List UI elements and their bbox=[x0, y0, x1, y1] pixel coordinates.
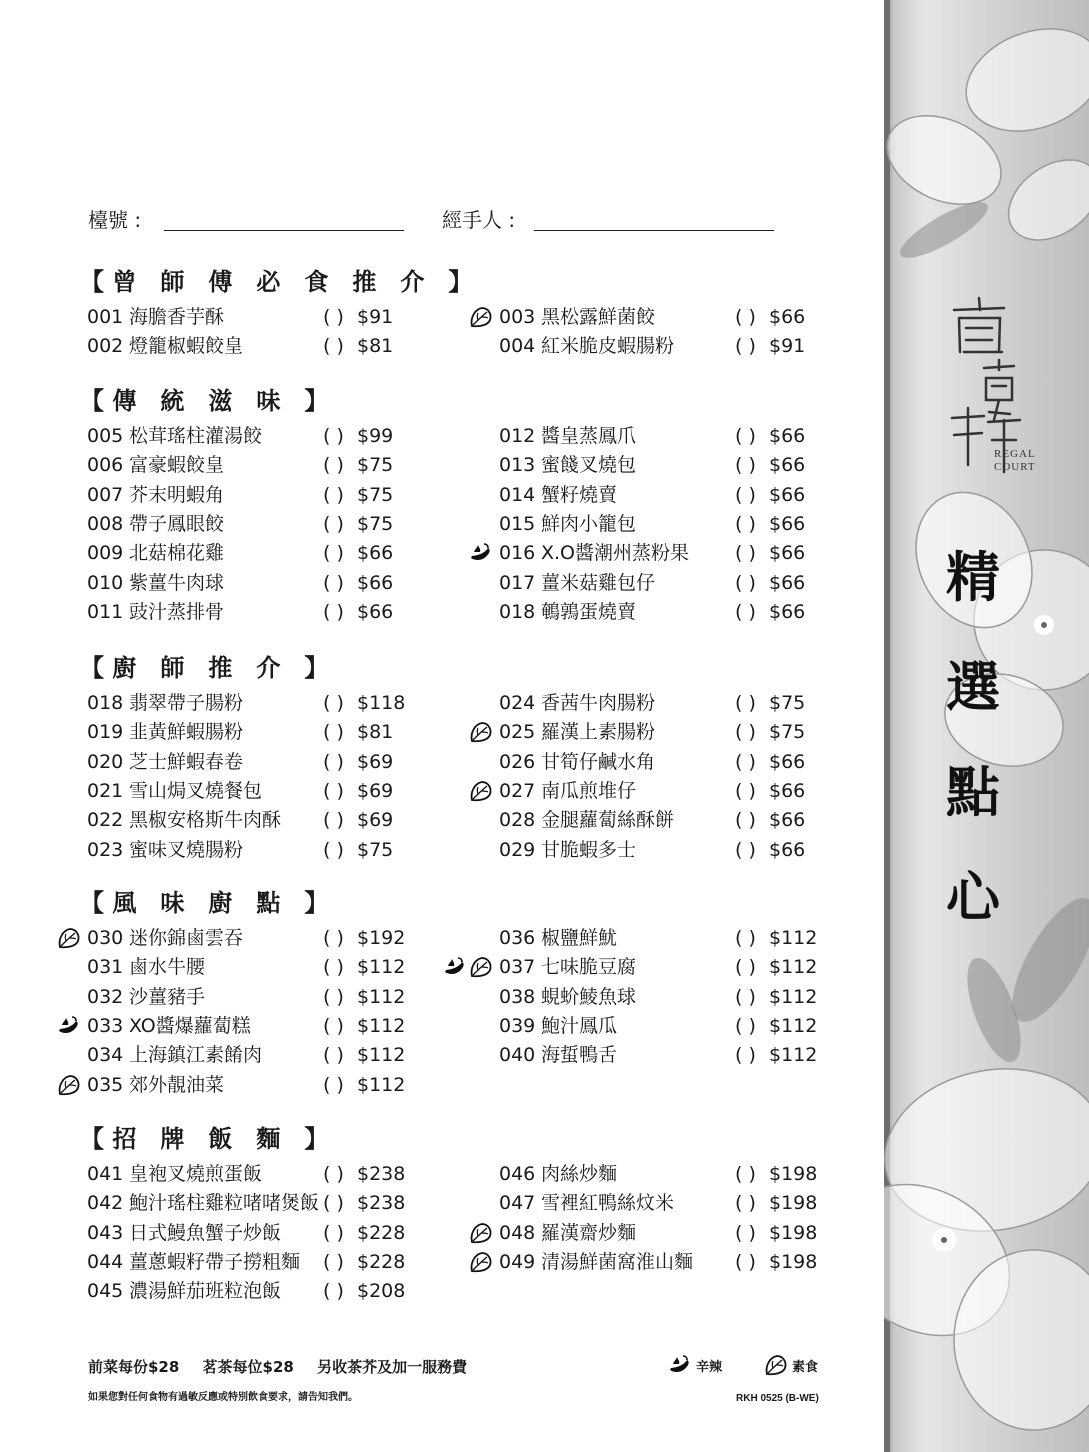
order-quantity-box[interactable]: ( ) bbox=[735, 809, 756, 832]
item-code: 042 bbox=[87, 1192, 124, 1215]
vegetable-leaf-icon bbox=[469, 721, 493, 743]
vegetable-leaf-icon bbox=[469, 956, 493, 978]
item-name: 紫薑牛肉球 bbox=[129, 571, 225, 594]
item-code: 022 bbox=[87, 809, 124, 832]
legend-veg-label: 素食 bbox=[792, 1359, 819, 1375]
order-quantity-box[interactable]: ( ) bbox=[735, 1221, 756, 1244]
item-name: 鮑汁鳳瓜 bbox=[541, 1014, 618, 1037]
title-open-bracket: 【 bbox=[80, 1124, 113, 1153]
item-price: $66 bbox=[357, 542, 394, 565]
section-title-char: 師 bbox=[160, 267, 191, 296]
section-title bbox=[80, 648, 328, 683]
section-title-char: 推 bbox=[352, 267, 383, 296]
item-name: 日式鰻魚蟹子炒飯 bbox=[129, 1221, 282, 1244]
section-title bbox=[80, 262, 472, 297]
item-code: 038 bbox=[499, 985, 536, 1008]
item-code: 034 bbox=[87, 1044, 124, 1067]
dish-icons bbox=[469, 542, 493, 564]
panel-title-char: 心 bbox=[946, 865, 1000, 929]
order-quantity-box[interactable]: ( ) bbox=[323, 425, 344, 447]
order-quantity-box[interactable]: ( ) bbox=[323, 335, 344, 358]
item-name: 香茜牛肉腸粉 bbox=[541, 692, 656, 714]
item-code: 007 bbox=[87, 483, 124, 506]
item-code: 040 bbox=[499, 1044, 536, 1067]
brand-en-line-2: COURT bbox=[994, 461, 1036, 473]
item-price: $112 bbox=[769, 956, 818, 979]
section-title-char: 必 bbox=[256, 267, 287, 296]
item-price: $75 bbox=[357, 454, 394, 477]
item-price: $66 bbox=[769, 454, 806, 477]
appetizer-note: 前菜每份$28 bbox=[88, 1358, 180, 1376]
title-close-bracket: 】 bbox=[448, 267, 473, 296]
item-code: 004 bbox=[499, 335, 536, 358]
item-price: $238 bbox=[357, 1192, 406, 1215]
order-quantity-box[interactable]: ( ) bbox=[323, 956, 344, 979]
item-name: 醬皇蒸鳳爪 bbox=[541, 425, 637, 447]
section-title-char: 食 bbox=[304, 267, 335, 296]
item-name: 豉汁蒸排骨 bbox=[129, 600, 225, 623]
item-price: $118 bbox=[357, 692, 406, 714]
order-quantity-box[interactable]: ( ) bbox=[735, 927, 756, 949]
title-close-bracket: 】 bbox=[304, 653, 329, 682]
item-code: 003 bbox=[499, 306, 536, 328]
item-price: $66 bbox=[769, 779, 806, 802]
dish-icons bbox=[469, 780, 493, 802]
item-name: 芥末明蝦角 bbox=[129, 483, 225, 506]
item-price: $112 bbox=[357, 1044, 406, 1067]
order-quantity-box[interactable]: ( ) bbox=[735, 838, 756, 861]
item-code: 035 bbox=[87, 1073, 124, 1096]
item-code: 033 bbox=[87, 1014, 124, 1037]
item-price: $112 bbox=[357, 1014, 406, 1037]
panel-title-char: 選 bbox=[946, 655, 1000, 719]
item-price: $75 bbox=[357, 838, 394, 861]
table-number-label: 檯號 : bbox=[88, 208, 142, 232]
vegetable-leaf-icon bbox=[57, 1074, 81, 1096]
item-price: $75 bbox=[769, 692, 806, 714]
section-title-char: 味 bbox=[160, 888, 191, 917]
item-name: 皇袍叉燒煎蛋飯 bbox=[129, 1163, 263, 1185]
item-price: $66 bbox=[769, 425, 806, 447]
item-name: 迷你錦鹵雲吞 bbox=[129, 927, 244, 949]
item-price: $208 bbox=[357, 1280, 406, 1303]
decorative-side-panel bbox=[884, 0, 1089, 1452]
item-price: $69 bbox=[357, 809, 394, 832]
title-close-bracket: 】 bbox=[304, 888, 329, 917]
item-price: $66 bbox=[769, 838, 806, 861]
order-quantity-box[interactable]: ( ) bbox=[735, 512, 756, 535]
item-name: X.O醬潮州蒸粉果 bbox=[541, 542, 690, 565]
section-title-char: 師 bbox=[160, 653, 191, 682]
order-quantity-box[interactable]: ( ) bbox=[323, 838, 344, 861]
title-open-bracket: 【 bbox=[80, 386, 113, 415]
item-price: $69 bbox=[357, 750, 394, 773]
dish-icons bbox=[57, 927, 81, 949]
section-title bbox=[80, 1119, 328, 1154]
item-name: 沙薑豬手 bbox=[129, 985, 206, 1008]
chili-pepper-icon bbox=[443, 956, 467, 978]
service-charge-note: 另收茶芥及加一服務費 bbox=[317, 1358, 468, 1376]
item-name: XO醬爆蘿蔔糕 bbox=[129, 1014, 251, 1037]
item-name: 黑松露鮮菌餃 bbox=[541, 306, 656, 328]
item-price: $66 bbox=[357, 571, 394, 594]
item-price: $66 bbox=[769, 542, 806, 565]
item-price: $99 bbox=[357, 425, 394, 447]
title-close-bracket: 】 bbox=[304, 1124, 329, 1153]
vegetable-leaf-icon bbox=[469, 306, 493, 328]
order-quantity-box[interactable]: ( ) bbox=[323, 721, 344, 744]
vegetable-leaf-icon bbox=[469, 1251, 493, 1273]
item-price: $198 bbox=[769, 1163, 818, 1185]
item-price: $66 bbox=[769, 600, 806, 623]
order-quantity-box[interactable]: ( ) bbox=[735, 1014, 756, 1037]
item-price: $112 bbox=[357, 985, 406, 1008]
section-title-char: 牌 bbox=[160, 1124, 191, 1153]
section-title-char: 招 bbox=[112, 1124, 143, 1153]
item-price: $66 bbox=[769, 750, 806, 773]
item-code: 009 bbox=[87, 542, 124, 565]
item-price: $81 bbox=[357, 335, 394, 358]
order-quantity-box[interactable]: ( ) bbox=[323, 927, 344, 949]
item-code: 015 bbox=[499, 512, 536, 535]
item-name: 七味脆豆腐 bbox=[541, 956, 637, 979]
chili-pepper-icon bbox=[668, 1354, 692, 1376]
title-open-bracket: 【 bbox=[80, 267, 113, 296]
order-quantity-box[interactable]: ( ) bbox=[323, 1044, 344, 1067]
item-price: $198 bbox=[769, 1250, 818, 1273]
section-title-char: 介 bbox=[400, 267, 431, 296]
item-price: $198 bbox=[769, 1221, 818, 1244]
order-quantity-box[interactable]: ( ) bbox=[323, 512, 344, 535]
item-code: 032 bbox=[87, 985, 124, 1008]
item-code: 039 bbox=[499, 1014, 536, 1037]
item-name: 甘筍仔鹹水角 bbox=[541, 750, 656, 773]
item-code: 028 bbox=[499, 809, 536, 832]
title-open-bracket: 【 bbox=[80, 653, 113, 682]
item-name: 鹵水牛腰 bbox=[129, 956, 206, 979]
vegetable-leaf-icon bbox=[764, 1354, 788, 1376]
section-title-char: 推 bbox=[208, 653, 239, 682]
item-name: 燈籠椒蝦餃皇 bbox=[129, 335, 244, 358]
order-quantity-box[interactable]: ( ) bbox=[323, 306, 344, 328]
dish-icons bbox=[57, 1015, 81, 1037]
item-name: 蟹籽燒賣 bbox=[541, 483, 618, 506]
vegetable-leaf-icon bbox=[469, 1222, 493, 1244]
item-name: 韭黃鮮蝦腸粉 bbox=[129, 721, 244, 744]
item-price: $112 bbox=[769, 1044, 818, 1067]
item-price: $112 bbox=[357, 1073, 406, 1096]
item-name: 肉絲炒麵 bbox=[541, 1163, 618, 1185]
item-code: 014 bbox=[499, 483, 536, 506]
item-name: 黑椒安格斯牛肉酥 bbox=[129, 809, 282, 832]
item-price: $112 bbox=[357, 956, 406, 979]
item-name: 海蜇鴨舌 bbox=[541, 1044, 618, 1067]
item-name: 南瓜煎堆仔 bbox=[541, 779, 637, 802]
flower-illustration bbox=[884, 0, 1089, 1452]
dish-icons bbox=[469, 306, 493, 328]
item-code: 013 bbox=[499, 454, 536, 477]
order-quantity-box[interactable]: ( ) bbox=[735, 542, 756, 565]
panel-title-char: 點 bbox=[946, 760, 1000, 824]
handler-label: 經手人 : bbox=[442, 208, 516, 232]
section-title-char: 傳 bbox=[112, 386, 143, 415]
section-title-char: 風 bbox=[112, 888, 143, 917]
brand-en-line-1: REGAL bbox=[994, 448, 1036, 460]
item-name: 雪裡紅鴨絲炆米 bbox=[541, 1192, 675, 1215]
item-code: 023 bbox=[87, 838, 124, 861]
panel-title-char: 精 bbox=[946, 545, 1000, 609]
item-name: 蜜味叉燒腸粉 bbox=[129, 838, 244, 861]
item-name: 雪山焗叉燒餐包 bbox=[129, 779, 263, 802]
item-price: $112 bbox=[769, 927, 818, 949]
dish-icons bbox=[469, 721, 493, 743]
vegetable-leaf-icon bbox=[469, 780, 493, 802]
handler-line[interactable] bbox=[534, 230, 774, 231]
item-name: 鵪鶉蛋燒賣 bbox=[541, 600, 637, 623]
dish-icons bbox=[469, 1222, 493, 1244]
item-name: 芝士鮮蝦春卷 bbox=[129, 750, 244, 773]
order-quantity-box[interactable]: ( ) bbox=[735, 454, 756, 477]
item-code: 045 bbox=[87, 1280, 124, 1303]
order-quantity-box[interactable]: ( ) bbox=[323, 1192, 344, 1215]
item-code: 030 bbox=[87, 927, 124, 949]
order-quantity-box[interactable]: ( ) bbox=[323, 483, 344, 506]
order-quantity-box[interactable]: ( ) bbox=[323, 454, 344, 477]
section-title-char: 滋 bbox=[208, 386, 239, 415]
allergy-note: 如果您對任何食物有過敏反應或特別飲食要求，請告知我們。 bbox=[88, 1392, 358, 1403]
item-code: 031 bbox=[87, 956, 124, 979]
item-code: 012 bbox=[499, 425, 536, 447]
item-code: 041 bbox=[87, 1163, 124, 1185]
section-title-char: 廚 bbox=[208, 888, 239, 917]
item-name: 松茸瑤柱灌湯餃 bbox=[129, 425, 263, 447]
order-quantity-box[interactable]: ( ) bbox=[735, 721, 756, 744]
section-title-char: 味 bbox=[256, 386, 287, 415]
order-quantity-box[interactable]: ( ) bbox=[323, 750, 344, 773]
item-price: $66 bbox=[769, 809, 806, 832]
order-quantity-box[interactable]: ( ) bbox=[323, 600, 344, 623]
footer-notes bbox=[88, 1356, 485, 1377]
order-quantity-box[interactable]: ( ) bbox=[735, 483, 756, 506]
order-quantity-box[interactable]: ( ) bbox=[735, 779, 756, 802]
order-quantity-box[interactable]: ( ) bbox=[735, 1192, 756, 1215]
dish-icons bbox=[469, 1251, 493, 1273]
item-price: $112 bbox=[769, 985, 818, 1008]
item-code: 027 bbox=[499, 779, 536, 802]
item-code: 018 bbox=[87, 692, 124, 714]
item-name: 海膽香芋酥 bbox=[129, 306, 225, 328]
item-name: 紅米脆皮蝦腸粉 bbox=[541, 335, 675, 358]
order-quantity-box[interactable]: ( ) bbox=[735, 1163, 756, 1185]
item-name: 翡翠帶子腸粉 bbox=[129, 692, 244, 714]
document-code: RKH 0525 (B-WE) bbox=[736, 1393, 819, 1404]
item-price: $66 bbox=[357, 600, 394, 623]
order-quantity-box[interactable]: ( ) bbox=[735, 425, 756, 447]
order-quantity-box[interactable]: ( ) bbox=[735, 750, 756, 773]
item-price: $228 bbox=[357, 1221, 406, 1244]
order-quantity-box[interactable]: ( ) bbox=[323, 1280, 344, 1303]
item-code: 010 bbox=[87, 571, 124, 594]
item-code: 021 bbox=[87, 779, 124, 802]
item-name: 甘脆蝦多士 bbox=[541, 838, 637, 861]
item-code: 046 bbox=[499, 1163, 536, 1185]
legend-spicy-label: 辛辣 bbox=[696, 1359, 723, 1375]
item-name: 薑蔥蝦籽帶子撈粗麵 bbox=[129, 1250, 301, 1273]
item-code: 017 bbox=[499, 571, 536, 594]
order-quantity-box[interactable]: ( ) bbox=[735, 692, 756, 714]
item-name: 郊外靚油菜 bbox=[129, 1073, 225, 1096]
item-code: 049 bbox=[499, 1250, 536, 1273]
item-name: 羅漢上素腸粉 bbox=[541, 721, 656, 744]
dish-icons bbox=[443, 956, 493, 978]
brand-english-name bbox=[994, 448, 1036, 474]
item-price: $66 bbox=[769, 512, 806, 535]
chili-pepper-icon bbox=[57, 1015, 81, 1037]
title-open-bracket: 【 bbox=[80, 888, 113, 917]
item-code: 047 bbox=[499, 1192, 536, 1215]
item-code: 036 bbox=[499, 927, 536, 949]
item-code: 006 bbox=[87, 454, 124, 477]
order-quantity-box[interactable]: ( ) bbox=[735, 335, 756, 358]
section-title bbox=[80, 883, 328, 918]
item-price: $75 bbox=[357, 512, 394, 535]
order-quantity-box[interactable]: ( ) bbox=[323, 1073, 344, 1096]
item-name: 清湯鮮菌窩淮山麵 bbox=[541, 1250, 694, 1273]
item-code: 048 bbox=[499, 1221, 536, 1244]
order-quantity-box[interactable]: ( ) bbox=[735, 985, 756, 1008]
item-name: 鮮肉小籠包 bbox=[541, 512, 637, 535]
item-name: 蜜餞叉燒包 bbox=[541, 454, 637, 477]
item-price: $112 bbox=[769, 1014, 818, 1037]
section-title bbox=[80, 381, 328, 416]
item-name: 北菇棉花雞 bbox=[129, 542, 225, 565]
order-quantity-box[interactable]: ( ) bbox=[323, 692, 344, 714]
order-quantity-box[interactable]: ( ) bbox=[323, 542, 344, 565]
order-quantity-box[interactable]: ( ) bbox=[735, 571, 756, 594]
section-title-char: 點 bbox=[256, 888, 287, 917]
order-quantity-box[interactable]: ( ) bbox=[735, 600, 756, 623]
item-price: $192 bbox=[357, 927, 406, 949]
order-quantity-box[interactable]: ( ) bbox=[735, 1044, 756, 1067]
item-code: 043 bbox=[87, 1221, 124, 1244]
item-code: 002 bbox=[87, 335, 124, 358]
item-code: 029 bbox=[499, 838, 536, 861]
order-quantity-box[interactable]: ( ) bbox=[323, 1014, 344, 1037]
section-title-char: 麵 bbox=[256, 1124, 287, 1153]
vegetable-leaf-icon bbox=[57, 927, 81, 949]
item-price: $66 bbox=[769, 306, 806, 328]
item-price: $238 bbox=[357, 1163, 406, 1185]
item-name: 薑米菇雞包仔 bbox=[541, 571, 656, 594]
item-price: $198 bbox=[769, 1192, 818, 1215]
item-price: $75 bbox=[357, 483, 394, 506]
item-name: 濃湯鮮茄班粒泡飯 bbox=[129, 1280, 282, 1303]
item-name: 帶子鳳眼餃 bbox=[129, 512, 225, 535]
table-number-line[interactable] bbox=[164, 230, 404, 231]
order-quantity-box[interactable]: ( ) bbox=[735, 956, 756, 979]
item-code: 044 bbox=[87, 1250, 124, 1273]
item-code: 025 bbox=[499, 721, 536, 744]
section-title-char: 廚 bbox=[112, 653, 143, 682]
item-name: 鮑汁瑤柱雞粒啫啫煲飯 bbox=[129, 1192, 320, 1215]
item-name: 上海鎮江素餚肉 bbox=[129, 1044, 263, 1067]
tea-note: 茗茶每位$28 bbox=[202, 1358, 294, 1376]
section-title-char: 曾 bbox=[112, 267, 143, 296]
order-quantity-box[interactable]: ( ) bbox=[735, 1250, 756, 1273]
header-fill-in bbox=[88, 204, 788, 234]
item-code: 019 bbox=[87, 721, 124, 744]
item-code: 020 bbox=[87, 750, 124, 773]
item-code: 037 bbox=[499, 956, 536, 979]
section-title-char: 介 bbox=[256, 653, 287, 682]
item-price: $66 bbox=[769, 571, 806, 594]
order-quantity-box[interactable]: ( ) bbox=[323, 985, 344, 1008]
section-title-char: 傅 bbox=[208, 267, 239, 296]
item-price: $91 bbox=[357, 306, 394, 328]
item-name: 富豪蝦餃皇 bbox=[129, 454, 225, 477]
item-name: 金腿蘿蔔絲酥餅 bbox=[541, 809, 675, 832]
item-price: $75 bbox=[769, 721, 806, 744]
item-price: $228 bbox=[357, 1250, 406, 1273]
item-price: $91 bbox=[769, 335, 806, 358]
item-code: 024 bbox=[499, 692, 536, 714]
item-code: 018 bbox=[499, 600, 536, 623]
order-quantity-box[interactable]: ( ) bbox=[323, 779, 344, 802]
item-price: $81 bbox=[357, 721, 394, 744]
section-title-char: 統 bbox=[160, 386, 191, 415]
item-code: 026 bbox=[499, 750, 536, 773]
item-name: 椒鹽鮮魷 bbox=[541, 927, 618, 949]
item-price: $66 bbox=[769, 483, 806, 506]
item-code: 016 bbox=[499, 542, 536, 565]
order-quantity-box[interactable]: ( ) bbox=[323, 1221, 344, 1244]
chili-pepper-icon bbox=[469, 542, 493, 564]
order-quantity-box[interactable]: ( ) bbox=[323, 1163, 344, 1185]
legend-spicy bbox=[668, 1354, 722, 1376]
item-price: $69 bbox=[357, 779, 394, 802]
item-name: 蜆蚧鯪魚球 bbox=[541, 985, 637, 1008]
item-code: 008 bbox=[87, 512, 124, 535]
order-quantity-box[interactable]: ( ) bbox=[323, 571, 344, 594]
item-code: 011 bbox=[87, 600, 124, 623]
legend-veg bbox=[764, 1354, 818, 1376]
item-code: 001 bbox=[87, 306, 124, 328]
dish-icons bbox=[57, 1074, 81, 1096]
title-close-bracket: 】 bbox=[304, 386, 329, 415]
order-quantity-box[interactable]: ( ) bbox=[323, 1250, 344, 1273]
order-quantity-box[interactable]: ( ) bbox=[323, 809, 344, 832]
order-quantity-box[interactable]: ( ) bbox=[735, 306, 756, 328]
section-title-char: 飯 bbox=[208, 1124, 239, 1153]
item-code: 005 bbox=[87, 425, 124, 447]
item-name: 羅漢齋炒麵 bbox=[541, 1221, 637, 1244]
